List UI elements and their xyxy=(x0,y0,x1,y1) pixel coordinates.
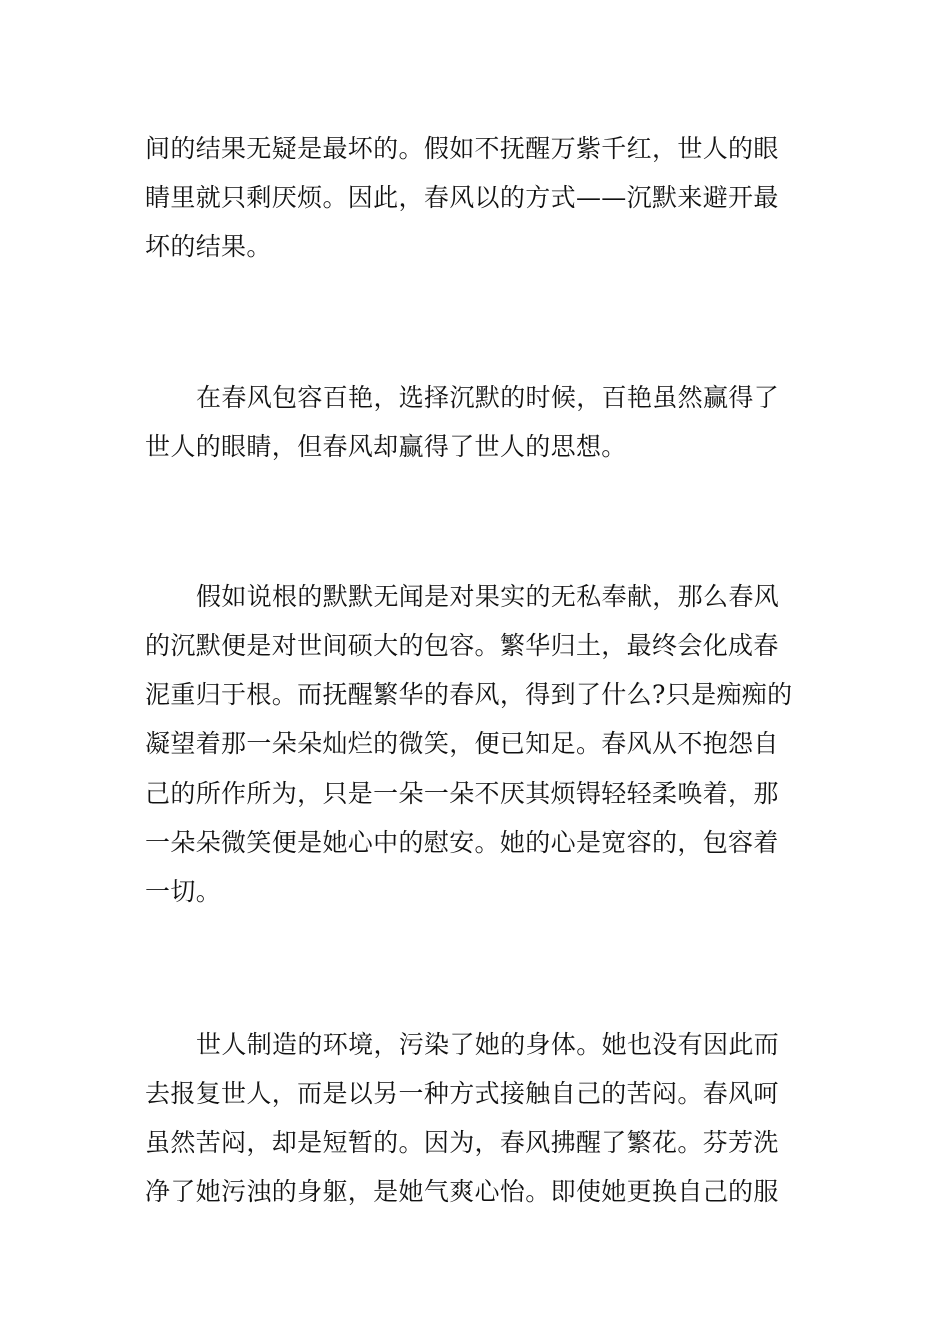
paragraph-3-line-4: 凝望着那一朵朵灿烂的微笑，便已知足。春风从不抱怨自 xyxy=(145,729,779,758)
paragraph-4-line-1: 世人制造的环境，污染了她的身体。她也没有因此而 xyxy=(196,1030,780,1059)
paragraph-1-line-1: 间的结果无疑是最坏的。假如不抚醒万紫千红，世人的眼 xyxy=(145,134,779,163)
paragraph-2-line-2: 世人的眼睛，但春风却赢得了世人的思想。 xyxy=(145,432,627,461)
paragraph-1-line-2: 睛里就只剩厌烦。因此，春风以的方式——沉默来避开最 xyxy=(145,183,779,212)
paragraph-4-line-4: 净了她污浊的身躯，是她气爽心怡。即使她更换自己的服 xyxy=(145,1177,779,1206)
paragraph-4-line-2: 去报复世人，而是以另一种方式接触自己的苦闷。春风呵 xyxy=(145,1079,779,1108)
paragraph-2-line-1: 在春风包容百艳，选择沉默的时候，百艳虽然赢得了 xyxy=(196,383,780,412)
paragraph-4-line-3: 虽然苦闷，却是短暂的。因为，春风拂醒了繁花。芬芳洗 xyxy=(145,1128,779,1157)
paragraph-3-line-5: 己的所作所为，只是一朵一朵不厌其烦锝轻轻柔唤着，那 xyxy=(145,779,779,808)
paragraph-1-line-3: 坏的结果。 xyxy=(145,232,272,261)
paragraph-3-line-7: 一切。 xyxy=(145,877,222,906)
paragraph-3-line-1: 假如说根的默默无闻是对果实的无私奉献，那么春风 xyxy=(196,582,780,611)
paragraph-3-line-3: 泥重归于根。而抚醒繁华的春风，得到了什么?只是痴痴的 xyxy=(145,680,793,709)
paragraph-3-line-2: 的沉默便是对世间硕大的包容。繁华归土，最终会化成春 xyxy=(145,631,779,660)
paragraph-3-line-6: 一朵朵微笑便是她心中的慰安。她的心是宽容的，包容着 xyxy=(145,828,779,857)
